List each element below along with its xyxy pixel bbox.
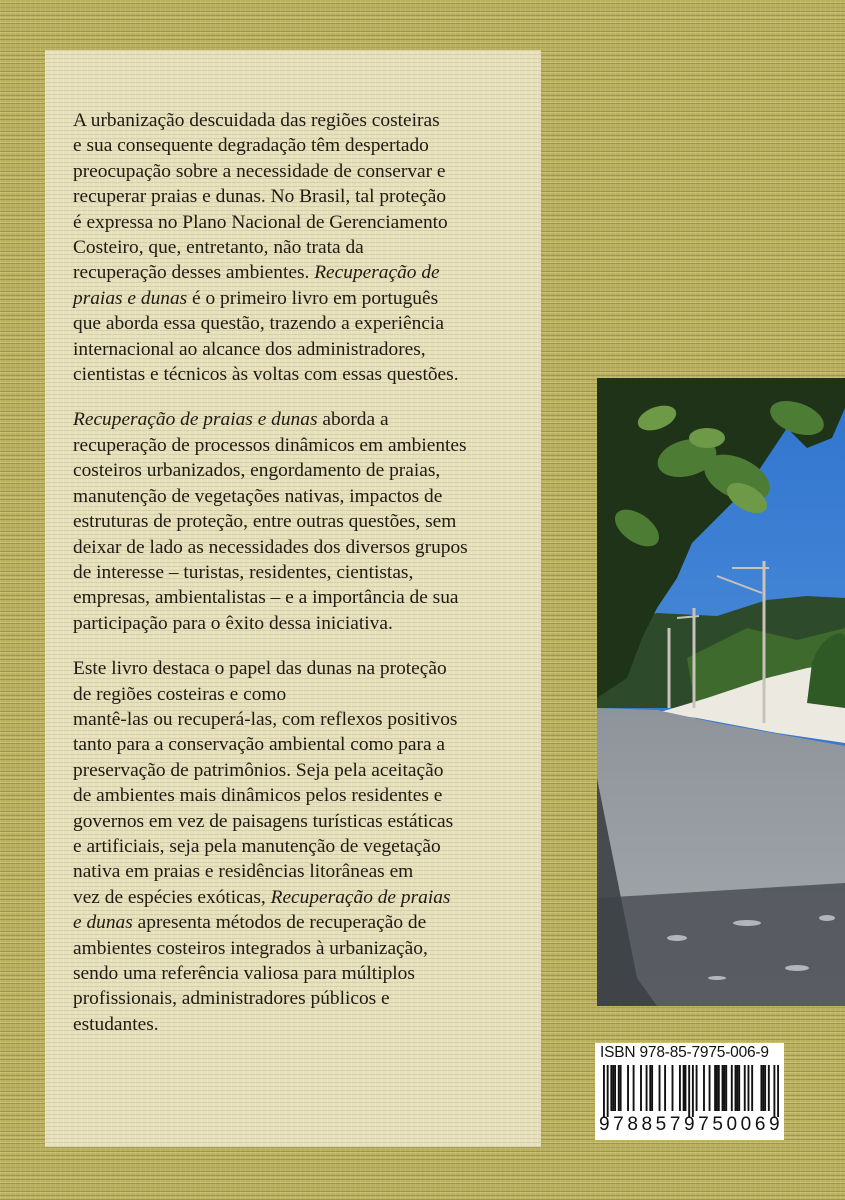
- text-line: [73, 458, 543, 483]
- barcode-bar: [768, 1065, 770, 1111]
- text-segment: recuperar praias e dunas. No Brasil, tal proteção: [73, 186, 447, 208]
- barcode-bar: [709, 1065, 711, 1111]
- text-line: [73, 286, 543, 311]
- text-segment: governos em vez de paisagens turísticas estáticas: [73, 810, 454, 832]
- barcode-bar: [688, 1065, 690, 1117]
- text-segment: cientistas e técnicos às voltas com essas questões.: [73, 364, 459, 386]
- text-segment: participação para o êxito dessa iniciativa.: [73, 612, 393, 634]
- book-title-italic: Recuperação de praias: [270, 886, 451, 908]
- text-line: [73, 936, 543, 961]
- text-segment: de ambientes mais dinâmicos pelos residentes e: [73, 785, 443, 807]
- barcode-bar: [692, 1065, 694, 1117]
- barcode-bar: [777, 1065, 779, 1117]
- text-segment: A urbanização descuidada das regiões costeiras: [73, 110, 440, 131]
- barcode-bar: [736, 1065, 738, 1111]
- text-segment: nativa em praias e residências litorâneas em: [73, 861, 414, 883]
- barcode-bar: [738, 1065, 740, 1111]
- barcode-bar: [760, 1065, 762, 1111]
- text-segment: estudantes.: [73, 1013, 159, 1035]
- text-segment: empresas, ambientalistas – e a importância de sua: [73, 587, 459, 609]
- barcode-bar: [718, 1065, 720, 1111]
- barcode-bar: [762, 1065, 764, 1111]
- text-line: [73, 732, 543, 757]
- paragraph: [73, 656, 543, 1037]
- barcode-bar: [633, 1065, 635, 1111]
- barcode-bar: [607, 1065, 609, 1117]
- text-line: [73, 337, 543, 362]
- text-segment: costeiros urbanizados, engordamento de praias,: [73, 460, 441, 482]
- paragraph: [73, 407, 543, 636]
- text-segment: manutenção de vegetações nativas, impactos de: [73, 485, 443, 507]
- book-title-italic: e dunas: [73, 912, 133, 934]
- text-segment: e artificiais, seja pela manutenção de vegetação: [73, 835, 441, 857]
- barcode-bar: [751, 1065, 753, 1111]
- text-segment: recuperação de processos dinâmicos em ambientes: [73, 434, 467, 456]
- text-line: [73, 707, 543, 732]
- barcode-bar: [685, 1065, 687, 1111]
- back-cover-text-panel: [45, 50, 541, 1147]
- book-title-italic: praias e dunas: [73, 287, 188, 309]
- barcode-bar: [610, 1065, 612, 1111]
- barcode-bar: [664, 1065, 666, 1111]
- text-line: [73, 184, 543, 209]
- text-segment: Costeiro, que, entretanto, não trata da: [73, 237, 364, 259]
- text-segment: deixar de lado as necessidades dos diversos grupos: [73, 536, 468, 558]
- text-line: [73, 885, 543, 910]
- barcode-bar: [683, 1065, 685, 1111]
- text-line: [73, 783, 543, 808]
- text-line: [73, 133, 543, 158]
- barcode-bar: [649, 1065, 651, 1111]
- text-line: [73, 108, 543, 133]
- barcode-bar: [672, 1065, 674, 1111]
- text-line: [73, 535, 543, 560]
- text-segment: sendo uma referência valiosa para múltiplos: [73, 963, 415, 984]
- text-line: [73, 433, 543, 458]
- text-segment: de regiões costeiras e como: [73, 683, 287, 705]
- barcode-bar: [735, 1065, 737, 1111]
- text-segment: internacional ao alcance dos administradores,: [73, 338, 426, 360]
- barcode-bar: [620, 1065, 622, 1111]
- text-line: [73, 834, 543, 859]
- text-line: [73, 682, 543, 707]
- barcode-bar: [603, 1065, 605, 1117]
- text-line: [73, 1012, 543, 1037]
- text-line: [73, 758, 543, 783]
- text-segment: vez de espécies exóticas,: [73, 886, 271, 908]
- barcode-bar: [646, 1065, 648, 1111]
- synopsis-text: [73, 108, 543, 1057]
- text-segment: aborda a: [317, 409, 389, 431]
- text-line: [73, 260, 543, 285]
- barcode-bar: [614, 1065, 616, 1111]
- text-segment: apresenta métodos de recuperação de: [132, 912, 427, 934]
- text-segment: recuperação desses ambientes.: [73, 262, 315, 284]
- cover-photo-coastal-road: [597, 378, 845, 1006]
- barcode-bar: [703, 1065, 705, 1111]
- barcode-bar: [748, 1065, 750, 1111]
- text-line: [73, 809, 543, 834]
- text-line: [73, 585, 543, 610]
- text-line: [73, 210, 543, 235]
- barcode-bars: [603, 1065, 779, 1117]
- barcode-bar: [627, 1065, 629, 1111]
- isbn-label: ISBN 978-85-7975-006-9: [600, 1044, 769, 1061]
- text-line: [73, 656, 543, 681]
- paragraph: [73, 108, 543, 387]
- ean-digits: 9788579750069: [599, 1114, 784, 1135]
- text-segment: tanto para a conservação ambiental como para a: [73, 734, 446, 756]
- barcode-bar: [679, 1065, 681, 1111]
- barcode-bar: [640, 1065, 642, 1111]
- text-line: [73, 362, 543, 387]
- text-line: [73, 311, 543, 336]
- text-line: [73, 407, 543, 432]
- text-segment: é expressa no Plano Nacional de Gerenciamento: [73, 211, 448, 233]
- text-segment: Este livro destaca o papel das dunas na proteção: [73, 658, 447, 680]
- text-line: [73, 859, 543, 884]
- barcode-bar: [764, 1065, 766, 1111]
- text-segment: estruturas de proteção, entre outras questões, sem: [73, 511, 457, 533]
- text-line: [73, 560, 543, 585]
- barcode-bar: [731, 1065, 733, 1111]
- barcode-bar: [716, 1065, 718, 1111]
- text-segment: e sua consequente degradação têm despertado: [73, 135, 429, 157]
- barcode-bar: [618, 1065, 620, 1111]
- text-line: [73, 159, 543, 184]
- isbn-barcode: [595, 1043, 784, 1140]
- text-segment: é o primeiro livro em português: [187, 287, 439, 309]
- text-line: [73, 611, 543, 636]
- barcode-bar: [696, 1065, 698, 1111]
- text-line: [73, 509, 543, 534]
- barcode-bar: [725, 1065, 727, 1111]
- barcode-bar: [744, 1065, 746, 1111]
- text-line: [73, 910, 543, 935]
- barcode-bar: [773, 1065, 775, 1117]
- barcode-bar: [723, 1065, 725, 1111]
- text-line: [73, 235, 543, 260]
- text-line: [73, 961, 543, 986]
- text-segment: preocupação sobre a necessidade de conservar e: [73, 160, 446, 182]
- text-segment: de interesse – turistas, residentes, cientistas,: [73, 561, 414, 583]
- text-segment: profissionais, administradores públicos e: [73, 988, 390, 1010]
- barcode-bar: [659, 1065, 661, 1111]
- barcode-bar: [714, 1065, 716, 1111]
- text-line: [73, 986, 543, 1011]
- barcode-bar: [722, 1065, 724, 1111]
- barcode-bar: [612, 1065, 614, 1111]
- book-title-italic: Recuperação de: [314, 262, 440, 284]
- text-segment: que aborda essa questão, trazendo a experiência: [73, 313, 444, 335]
- text-line: [73, 484, 543, 509]
- text-segment: mantê-las ou recuperá-las, com reflexos positivos: [73, 708, 458, 730]
- photo-illustration: [597, 378, 845, 1006]
- barcode-bar: [651, 1065, 653, 1111]
- text-segment: ambientes costeiros integrados à urbanização,: [73, 937, 428, 959]
- book-title-italic: Recuperação de praias e dunas: [73, 409, 318, 431]
- text-segment: preservação de patrimônios. Seja pela aceitação: [73, 759, 444, 781]
